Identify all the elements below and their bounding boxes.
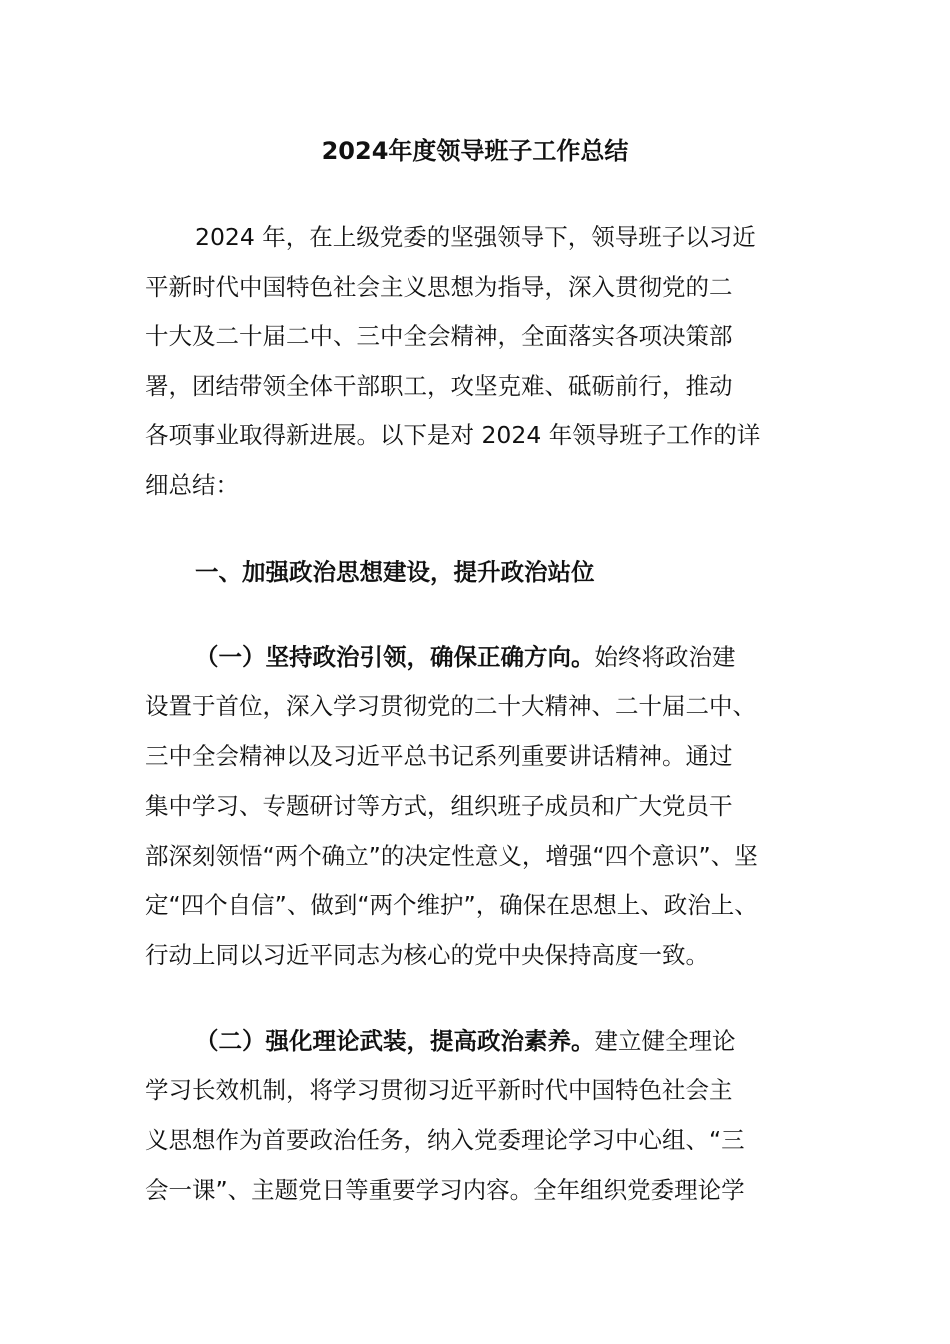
- subsection-heading: （一）坚持政治引领，确保正确方向。: [195, 643, 595, 671]
- text-line: 三中全会精神以及习近平总书记系列重要讲话精神。通过: [145, 742, 733, 770]
- text-line: 部深刻领悟“两个确立”的决定性意义，增强“四个意识”、坚: [145, 842, 758, 870]
- text-line: [195, 642, 736, 672]
- section-heading: 一、加强政治思想建设，提升政治站位: [195, 558, 595, 586]
- text-line: [195, 1026, 736, 1056]
- text-line: 学习长效机制，将学习贯彻习近平新时代中国特色社会主: [145, 1076, 733, 1104]
- text-line: 义思想作为首要政治任务，纳入党委理论学习中心组、“三: [145, 1126, 745, 1154]
- text-line: 十大及二十届二中、三中全会精神，全面落实各项决策部: [145, 322, 733, 350]
- text-run: 建立健全理论: [594, 1027, 736, 1055]
- text-run: 始终将政治建: [594, 643, 736, 671]
- text-line: 2024 年，在上级党委的坚强领导下，领导班子以习近: [195, 223, 756, 251]
- document-title: 2024年度领导班子工作总结: [321, 137, 629, 165]
- text-line: 集中学习、专题研讨等方式，组织班子成员和广大党员干: [145, 792, 733, 820]
- text-line: 定“四个自信”、做到“两个维护”，确保在思想上、政治上、: [145, 891, 758, 919]
- text-line: 署，团结带领全体干部职工，攻坚克难、砥砺前行，推动: [145, 372, 733, 400]
- subsection-heading: （二）强化理论武装，提高政治素养。: [195, 1027, 595, 1055]
- text-line: 平新时代中国特色社会主义思想为指导，深入贯彻党的二: [145, 273, 733, 301]
- text-line: 设置于首位，深入学习贯彻党的二十大精神、二十届二中、: [145, 692, 756, 720]
- text-line: 细总结：: [145, 471, 239, 499]
- text-line: 各项事业取得新进展。以下是对 2024 年领导班子工作的详: [145, 421, 761, 449]
- text-line: 行动上同以习近平同志为核心的党中央保持高度一致。: [145, 941, 709, 969]
- text-line: 会一课”、主题党日等重要学习内容。全年组织党委理论学: [145, 1176, 745, 1204]
